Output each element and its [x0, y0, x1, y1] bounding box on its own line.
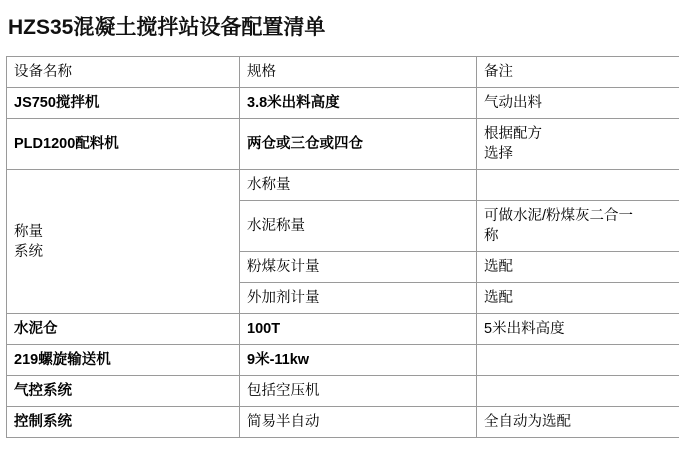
cell-note-line: 可做水泥/粉煤灰二合一 — [484, 208, 634, 224]
cell-name-line: 称量 — [14, 223, 43, 240]
cell-specification: 水称量 — [240, 170, 477, 201]
cell-note — [477, 201, 679, 252]
cell-equipment-name: 219螺旋输送机 — [7, 345, 240, 376]
cell-equipment-name-merged — [7, 170, 240, 314]
cell-note-line: 称 — [484, 228, 499, 244]
cell-note — [477, 119, 679, 170]
column-header-spec: 规格 — [240, 57, 477, 88]
cell-name-line: 系统 — [14, 243, 43, 260]
cell-note — [477, 170, 679, 201]
equipment-configuration-table — [6, 56, 679, 438]
page-title: HZS35混凝土搅拌站设备配置清单 — [8, 16, 326, 39]
table-row — [7, 88, 679, 119]
cell-equipment-name: 控制系统 — [7, 407, 240, 438]
table-header-row — [7, 57, 679, 88]
table-row — [7, 407, 679, 438]
cell-specification: 简易半自动 — [240, 407, 477, 438]
cell-note: 全自动为选配 — [477, 407, 679, 438]
table-row — [7, 314, 679, 345]
cell-specification: 两仓或三仓或四仓 — [240, 119, 477, 170]
cell-equipment-name: JS750搅拌机 — [7, 88, 240, 119]
table-row — [7, 376, 679, 407]
table-row — [7, 345, 679, 376]
cell-specification: 3.8米出料高度 — [240, 88, 477, 119]
cell-note — [477, 376, 679, 407]
table-row — [7, 119, 679, 170]
cell-specification: 9米-11kw — [240, 345, 477, 376]
cell-specification: 粉煤灰计量 — [240, 252, 477, 283]
cell-note — [477, 345, 679, 376]
cell-note: 5米出料高度 — [477, 314, 679, 345]
cell-note: 气动出料 — [477, 88, 679, 119]
cell-specification: 100T — [240, 314, 477, 345]
table-body — [7, 57, 679, 438]
column-header-note: 备注 — [477, 57, 679, 88]
cell-equipment-name: 气控系统 — [7, 376, 240, 407]
cell-specification: 外加剂计量 — [240, 283, 477, 314]
cell-note: 选配 — [477, 283, 679, 314]
cell-specification: 水泥称量 — [240, 201, 477, 252]
cell-equipment-name: 水泥仓 — [7, 314, 240, 345]
cell-note-line: 选择 — [484, 146, 513, 162]
column-header-name: 设备名称 — [7, 57, 240, 88]
cell-note: 选配 — [477, 252, 679, 283]
table-row — [7, 170, 679, 201]
cell-equipment-name: PLD1200配料机 — [7, 119, 240, 170]
cell-specification: 包括空压机 — [240, 376, 477, 407]
cell-note-line: 根据配方 — [484, 126, 542, 142]
